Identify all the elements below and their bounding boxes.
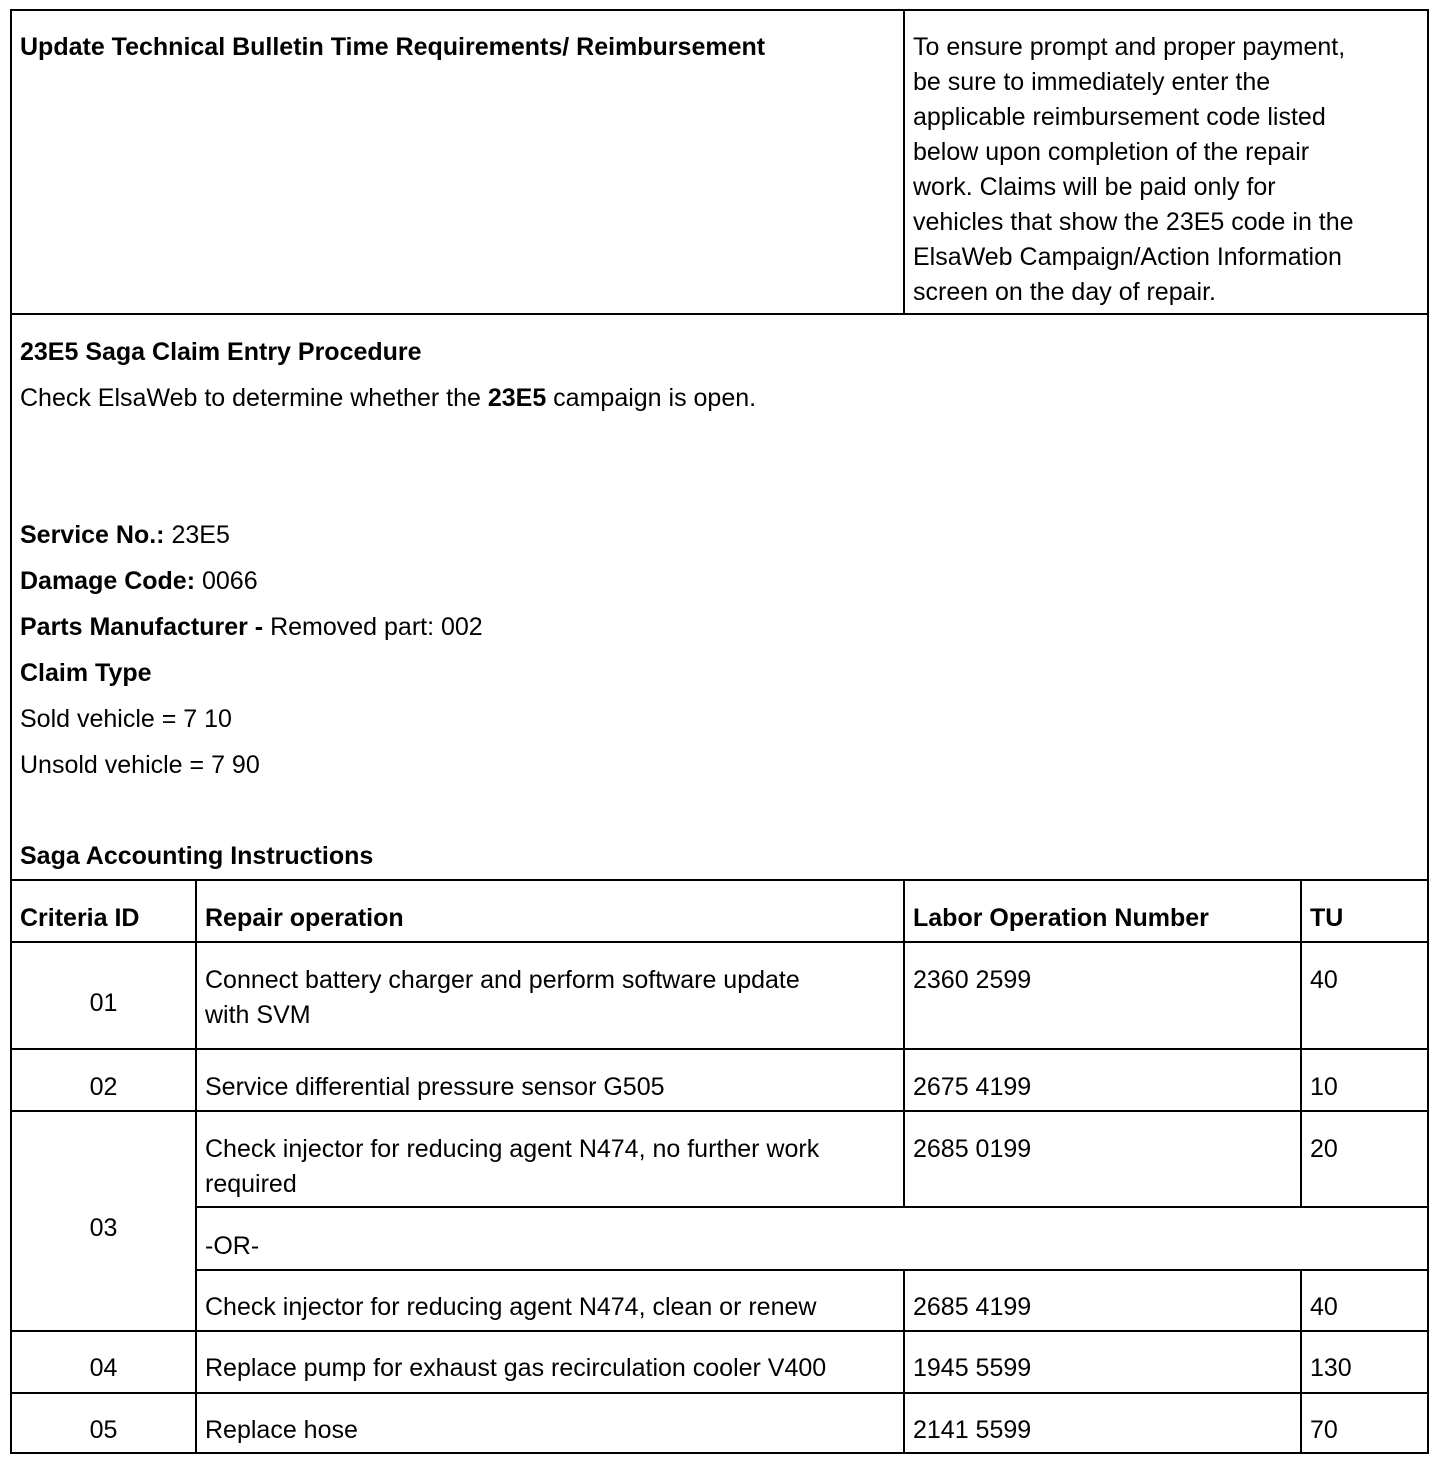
campaign-code: 23E5 xyxy=(487,384,547,412)
procedure-title: 23E5 Saga Claim Entry Procedure xyxy=(20,338,422,366)
parts-manufacturer xyxy=(20,610,483,645)
divider xyxy=(11,313,1429,315)
repair-operation: Connect battery charger and perform software update xyxy=(205,966,800,994)
labor-operation-number: 2360 2599 xyxy=(913,966,1032,994)
divider xyxy=(11,1330,1429,1332)
note-line: be sure to immediately enter the xyxy=(913,68,1271,96)
tu-value: 40 xyxy=(1310,966,1338,994)
note-line: below upon completion of the repair xyxy=(913,138,1310,166)
labor-operation-number: 2141 5599 xyxy=(913,1416,1032,1444)
divider xyxy=(11,1048,1429,1050)
note-line: ElsaWeb Campaign/Action Information xyxy=(913,243,1342,271)
damage-value: 0066 xyxy=(195,567,258,595)
labor-operation-number: 2685 0199 xyxy=(913,1135,1032,1163)
service-label: Service No.: xyxy=(20,521,165,549)
tu-value: 10 xyxy=(1310,1073,1338,1101)
claim-type-label: Claim Type xyxy=(20,659,152,687)
repair-operation: required xyxy=(205,1170,297,1198)
border-right xyxy=(1427,9,1429,1454)
note-line: To ensure prompt and proper payment, xyxy=(913,33,1346,61)
header-criteria-id: Criteria ID xyxy=(20,904,140,932)
note-line: screen on the day of repair. xyxy=(913,278,1216,306)
service-number xyxy=(20,518,230,553)
divider xyxy=(903,879,905,1208)
check-pre: Check ElsaWeb to determine whether the xyxy=(20,384,488,412)
damage-label: Damage Code: xyxy=(20,567,196,595)
parts-value: Removed part: 002 xyxy=(263,613,483,641)
service-value: 23E5 xyxy=(164,521,230,549)
payment-note xyxy=(913,30,1354,310)
damage-code xyxy=(20,564,258,599)
repair-operation: Replace hose xyxy=(205,1416,358,1444)
repair-operation: Service differential pressure sensor G505 xyxy=(205,1073,665,1101)
divider xyxy=(11,941,1429,943)
divider xyxy=(11,879,1429,881)
repair-operation: Replace pump for exhaust gas recirculation cooler V400 xyxy=(205,1354,827,1382)
divider xyxy=(903,9,905,314)
divider xyxy=(11,1392,1429,1394)
labor-operation-number: 1945 5599 xyxy=(913,1354,1032,1382)
repair-operation: Check injector for reducing agent N474, clean or renew xyxy=(205,1293,817,1321)
parts-label: Parts Manufacturer - xyxy=(20,613,264,641)
tu-value: 70 xyxy=(1310,1416,1338,1444)
header-labor-operation: Labor Operation Number xyxy=(913,904,1209,932)
divider xyxy=(1300,879,1302,1208)
tu-value: 20 xyxy=(1310,1135,1338,1163)
note-line: applicable reimbursement code listed xyxy=(913,103,1326,131)
check-instruction xyxy=(20,381,756,416)
tu-value: 130 xyxy=(1310,1354,1352,1382)
header-repair-operation: Repair operation xyxy=(205,904,404,932)
header-tu: TU xyxy=(1310,904,1344,932)
bulletin-title: Update Technical Bulletin Time Requirements/ Reimbursement xyxy=(20,33,766,61)
tu-value: 40 xyxy=(1310,1293,1338,1321)
labor-operation-number: 2675 4199 xyxy=(913,1073,1032,1101)
criteria-id: 01 xyxy=(89,989,118,1017)
border-bottom xyxy=(11,1452,1429,1454)
divider xyxy=(196,1269,1429,1271)
criteria-id: 02 xyxy=(89,1073,118,1101)
divider xyxy=(1300,1269,1302,1454)
divider xyxy=(196,1206,1429,1208)
sold-vehicle: Sold vehicle = 7 10 xyxy=(20,705,232,733)
or-separator: -OR- xyxy=(205,1232,260,1260)
divider xyxy=(11,1110,1429,1112)
accounting-title: Saga Accounting Instructions xyxy=(20,842,374,870)
unsold-vehicle: Unsold vehicle = 7 90 xyxy=(20,751,260,779)
criteria-id: 05 xyxy=(89,1416,118,1444)
criteria-id: 03 xyxy=(89,1214,118,1242)
border-top xyxy=(11,9,1429,11)
note-line: vehicles that show the 23E5 code in the xyxy=(913,208,1354,236)
divider xyxy=(903,1269,905,1454)
check-post: campaign is open. xyxy=(546,384,757,412)
repair-operation: Check injector for reducing agent N474, no further work xyxy=(205,1135,820,1163)
repair-operation: with SVM xyxy=(205,1001,311,1029)
labor-operation-number: 2685 4199 xyxy=(913,1293,1032,1321)
note-line: work. Claims will be paid only for xyxy=(913,173,1276,201)
criteria-id: 04 xyxy=(89,1354,118,1382)
